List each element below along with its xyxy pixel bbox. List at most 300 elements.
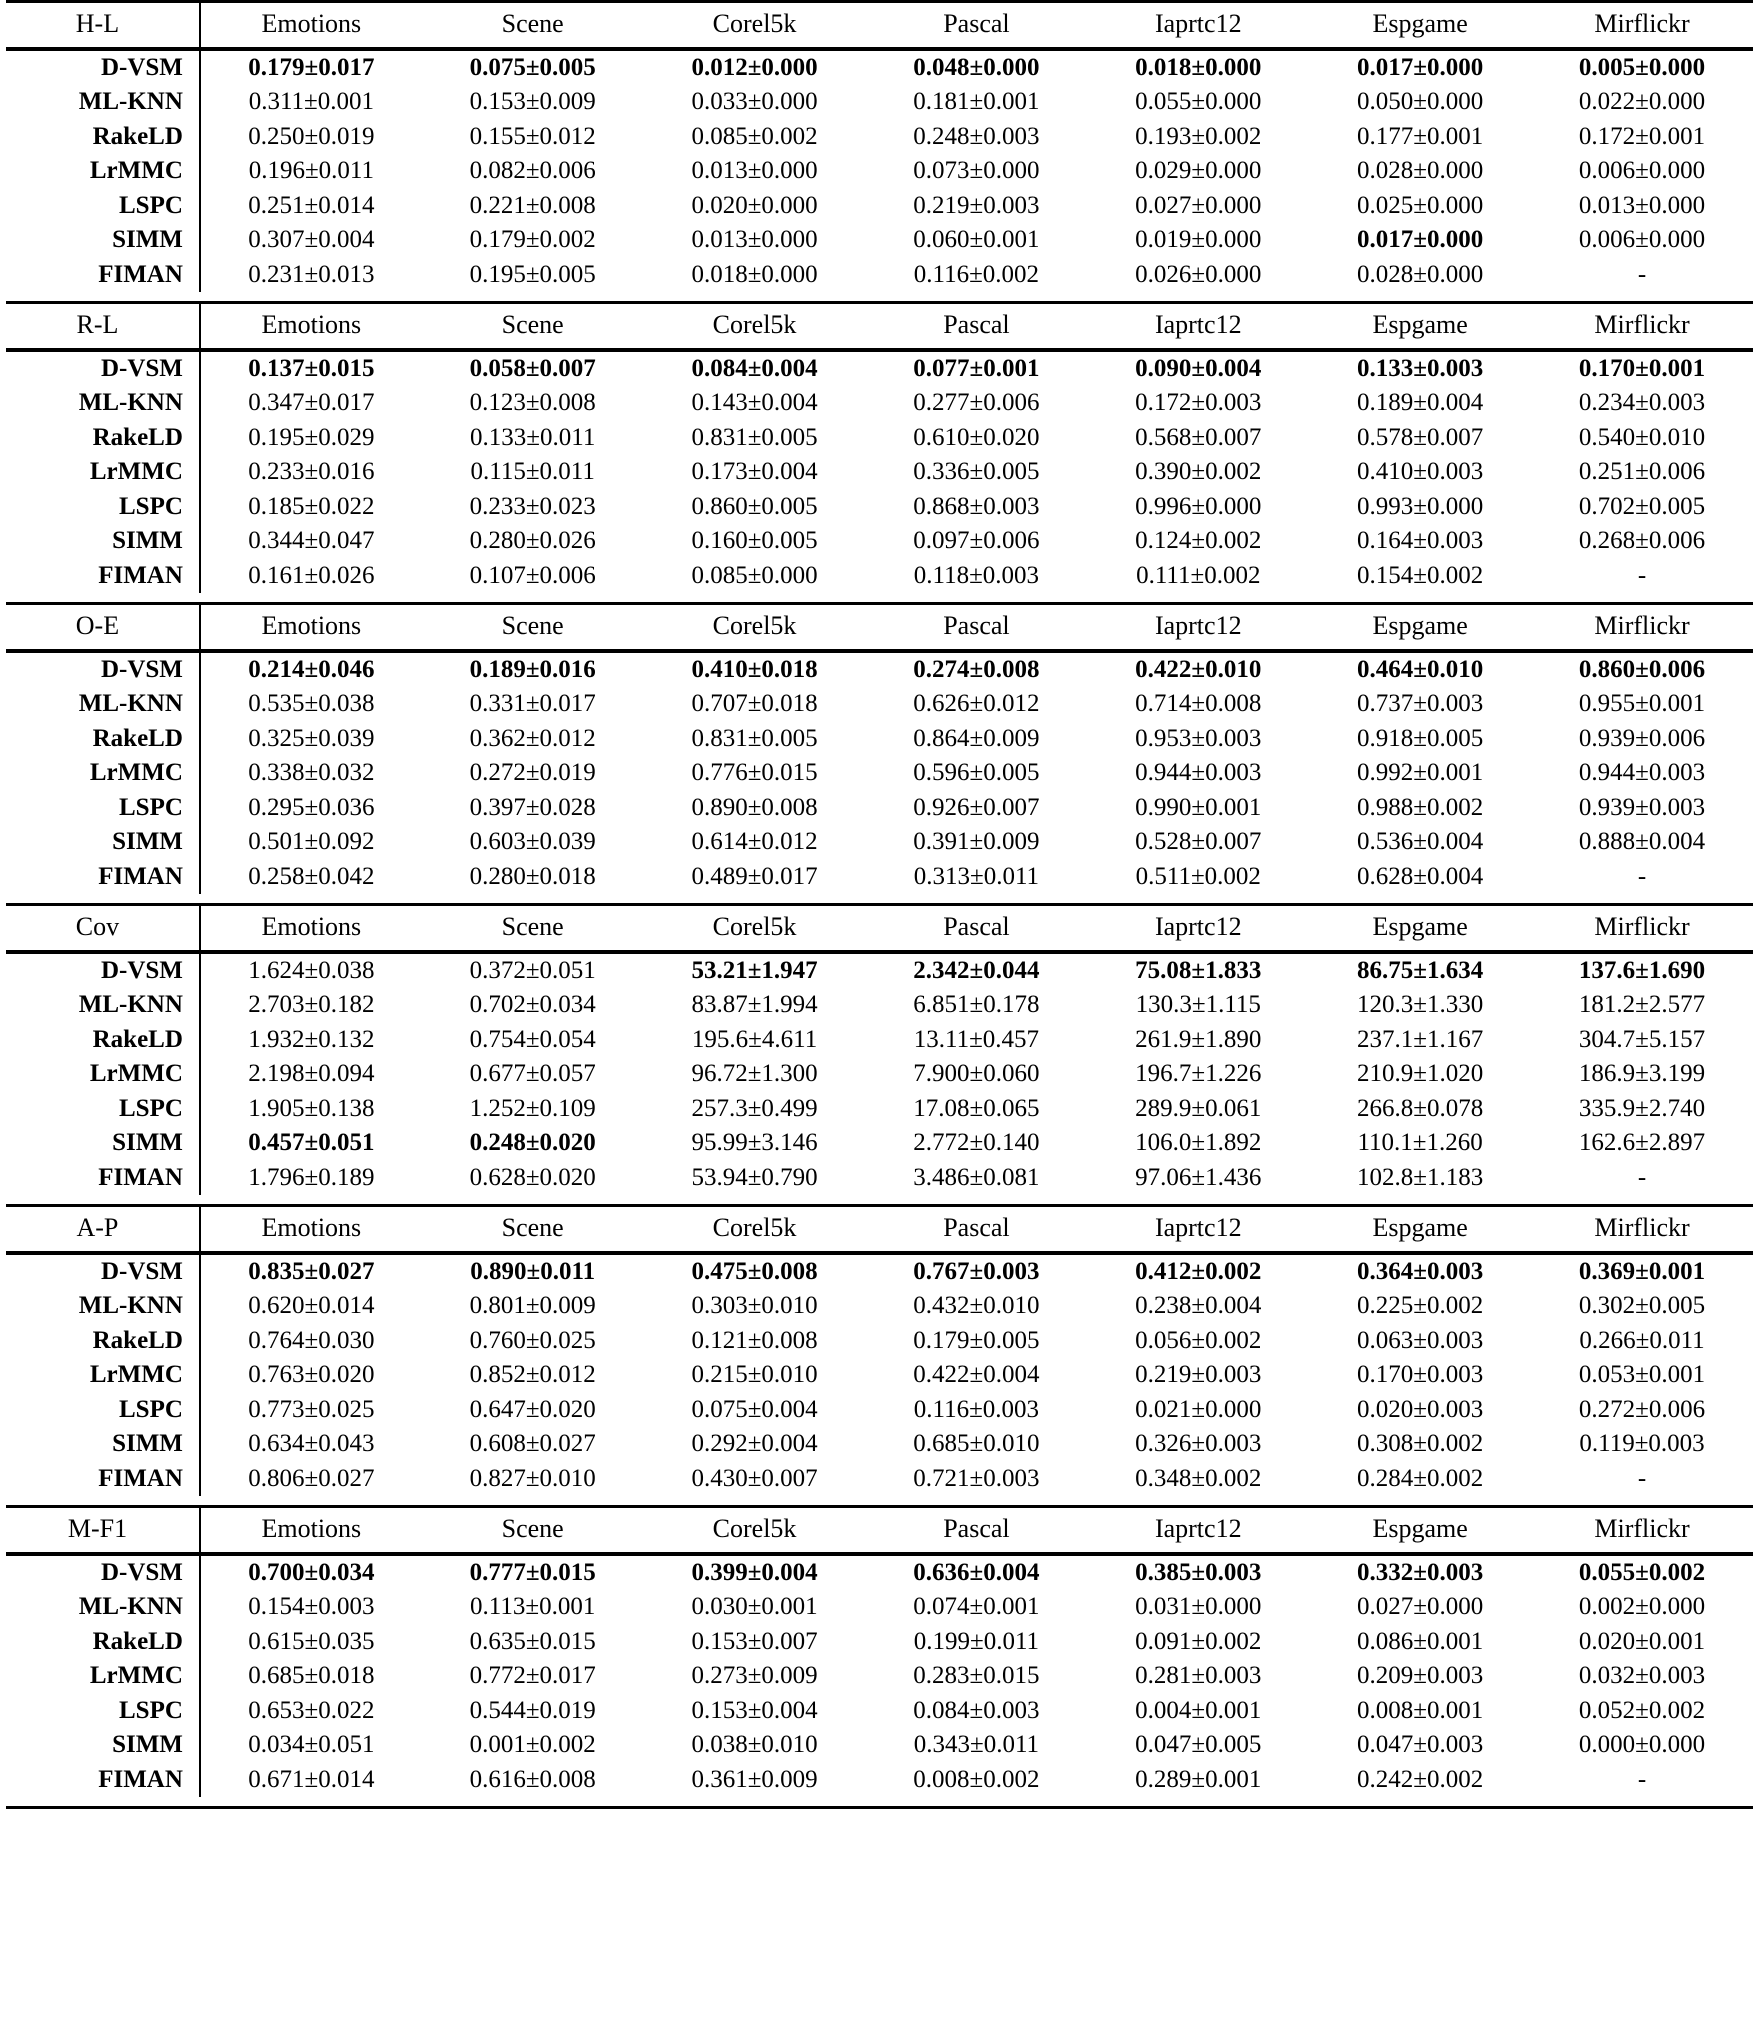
metric-header-m-f1: M-F1 bbox=[6, 1508, 200, 1553]
cell-value: 0.348±0.002 bbox=[1135, 1464, 1262, 1492]
method-label-lrmmc: LrMMC bbox=[6, 756, 200, 791]
cell-value: 0.021±0.000 bbox=[1135, 1395, 1262, 1423]
cell-value: 0.343±0.011 bbox=[913, 1731, 1040, 1758]
column-header-espgame: Espgame bbox=[1372, 1213, 1468, 1242]
method-label-simm: SIMM bbox=[6, 1427, 200, 1462]
method-label-lspc: LSPC bbox=[6, 189, 200, 224]
header-row-a-p bbox=[6, 1207, 1753, 1252]
cell-value: 0.028±0.000 bbox=[1357, 157, 1484, 184]
cell-value: 0.073±0.000 bbox=[913, 157, 1040, 184]
cell-value: 0.060±0.001 bbox=[913, 226, 1040, 253]
cell-value: 0.685±0.010 bbox=[913, 1430, 1040, 1457]
cell-value: 0.055±0.002 bbox=[1578, 1558, 1706, 1586]
cell-value: 0.996±0.000 bbox=[1135, 492, 1262, 520]
column-header-emotions: Emotions bbox=[261, 1213, 362, 1242]
cell-value: 0.763±0.020 bbox=[248, 1361, 375, 1388]
cell-value: 0.721±0.003 bbox=[913, 1464, 1040, 1492]
cell-value: 0.992±0.001 bbox=[1357, 759, 1484, 786]
cell-value: 261.9±1.890 bbox=[1135, 1025, 1262, 1053]
cell-value: 0.020±0.001 bbox=[1578, 1627, 1706, 1655]
block-spacer bbox=[6, 1797, 1753, 1808]
method-label-lspc: LSPC bbox=[6, 1694, 200, 1729]
cell-value: 0.535±0.038 bbox=[248, 690, 375, 717]
cell-value: 0.085±0.002 bbox=[691, 122, 818, 150]
cell-value: 0.801±0.009 bbox=[469, 1292, 596, 1319]
cell-value: 0.179±0.002 bbox=[469, 226, 596, 253]
cell-value: 97.06±1.436 bbox=[1135, 1163, 1262, 1191]
method-label-ml-knn: ML-KNN bbox=[6, 988, 200, 1023]
column-header-pascal: Pascal bbox=[943, 1213, 1010, 1242]
cell-missing: - bbox=[1637, 260, 1647, 288]
cell-value: 0.025±0.000 bbox=[1357, 191, 1484, 219]
column-header-iaprtc12: Iaprtc12 bbox=[1154, 611, 1242, 640]
cell-value: 0.006±0.000 bbox=[1578, 157, 1706, 184]
cell-value: 0.501±0.092 bbox=[248, 828, 375, 855]
method-label-lrmmc: LrMMC bbox=[6, 1659, 200, 1694]
cell-value: 0.084±0.004 bbox=[691, 354, 818, 382]
cell-value: 0.926±0.007 bbox=[913, 793, 1040, 821]
cell-value: 0.772±0.017 bbox=[469, 1662, 596, 1689]
table-row bbox=[6, 1728, 1753, 1763]
cell-value: 0.177±0.001 bbox=[1357, 122, 1484, 150]
column-header-mirflickr: Mirflickr bbox=[1594, 1514, 1690, 1543]
method-label-fiman: FIMAN bbox=[6, 1462, 200, 1497]
cell-value: 304.7±5.157 bbox=[1578, 1025, 1706, 1053]
cell-value: 0.029±0.000 bbox=[1135, 157, 1262, 184]
cell-missing: - bbox=[1637, 561, 1647, 589]
cell-value: 0.209±0.003 bbox=[1357, 1662, 1484, 1689]
table-row bbox=[6, 1763, 1753, 1798]
block-spacer bbox=[6, 593, 1753, 604]
cell-value: 181.2±2.577 bbox=[1578, 991, 1706, 1018]
method-label-rakeld: RakeLD bbox=[6, 1324, 200, 1359]
cell-value: 0.121±0.008 bbox=[691, 1326, 818, 1354]
cell-value: 0.153±0.004 bbox=[691, 1696, 818, 1724]
cell-value: 0.242±0.002 bbox=[1357, 1765, 1484, 1793]
cell-value: 0.091±0.002 bbox=[1135, 1627, 1262, 1655]
cell-value: 0.085±0.000 bbox=[691, 561, 818, 589]
cell-value: 0.266±0.011 bbox=[1579, 1326, 1705, 1354]
cell-value: 1.252±0.109 bbox=[469, 1094, 596, 1122]
method-label-lspc: LSPC bbox=[6, 1092, 200, 1127]
cell-value: 0.075±0.004 bbox=[691, 1395, 818, 1423]
cell-value: 0.614±0.012 bbox=[691, 828, 818, 855]
block-spacer bbox=[6, 292, 1753, 303]
cell-value: 0.302±0.005 bbox=[1578, 1292, 1706, 1319]
cell-value: 0.890±0.011 bbox=[470, 1257, 596, 1285]
cell-value: 17.08±0.065 bbox=[913, 1094, 1040, 1122]
cell-value: 0.173±0.004 bbox=[691, 458, 818, 485]
cell-value: 0.258±0.042 bbox=[248, 862, 375, 890]
method-label-d-vsm: D-VSM bbox=[6, 1254, 200, 1289]
column-header-corel5k: Corel5k bbox=[712, 310, 797, 339]
cell-value: 0.528±0.007 bbox=[1135, 828, 1262, 855]
metric-header-h-l: H-L bbox=[6, 3, 200, 48]
cell-value: 0.707±0.018 bbox=[691, 690, 818, 717]
cell-value: 0.143±0.004 bbox=[691, 389, 818, 416]
header-row-cov bbox=[6, 906, 1753, 951]
method-label-rakeld: RakeLD bbox=[6, 1023, 200, 1058]
method-label-simm: SIMM bbox=[6, 223, 200, 258]
cell-value: 0.153±0.007 bbox=[691, 1627, 818, 1655]
method-label-ml-knn: ML-KNN bbox=[6, 1289, 200, 1324]
column-header-mirflickr: Mirflickr bbox=[1594, 9, 1690, 38]
column-header-espgame: Espgame bbox=[1372, 310, 1468, 339]
method-label-fiman: FIMAN bbox=[6, 1763, 200, 1798]
cell-value: 0.170±0.003 bbox=[1357, 1361, 1484, 1388]
cell-value: 0.608±0.027 bbox=[469, 1430, 596, 1457]
cell-value: 0.635±0.015 bbox=[469, 1627, 596, 1655]
cell-value: 0.033±0.000 bbox=[691, 88, 818, 115]
cell-value: 196.7±1.226 bbox=[1135, 1060, 1262, 1087]
cell-value: 96.72±1.300 bbox=[691, 1060, 818, 1087]
cell-value: 0.032±0.003 bbox=[1578, 1662, 1706, 1689]
cell-value: 0.154±0.002 bbox=[1357, 561, 1484, 589]
column-header-mirflickr: Mirflickr bbox=[1594, 1213, 1690, 1242]
cell-value: 0.835±0.027 bbox=[248, 1257, 375, 1285]
table-row bbox=[6, 756, 1753, 791]
table-bottom-rule bbox=[6, 1808, 1753, 1810]
cell-value: 0.020±0.003 bbox=[1357, 1395, 1484, 1423]
table-row bbox=[6, 351, 1753, 386]
cell-value: 0.636±0.004 bbox=[913, 1558, 1040, 1586]
column-header-mirflickr: Mirflickr bbox=[1594, 611, 1690, 640]
cell-value: 0.055±0.000 bbox=[1135, 88, 1262, 115]
table-row bbox=[6, 1625, 1753, 1660]
table-row bbox=[6, 1161, 1753, 1196]
column-header-espgame: Espgame bbox=[1372, 912, 1468, 941]
column-header-corel5k: Corel5k bbox=[712, 1213, 797, 1242]
method-label-rakeld: RakeLD bbox=[6, 421, 200, 456]
cell-value: 0.372±0.051 bbox=[469, 956, 596, 984]
cell-value: 0.005±0.000 bbox=[1578, 53, 1706, 81]
cell-value: 0.864±0.009 bbox=[913, 724, 1040, 752]
cell-value: 0.391±0.009 bbox=[913, 828, 1040, 855]
cell-value: 0.422±0.010 bbox=[1135, 655, 1262, 683]
method-label-simm: SIMM bbox=[6, 1728, 200, 1763]
method-label-lrmmc: LrMMC bbox=[6, 154, 200, 189]
column-header-corel5k: Corel5k bbox=[712, 912, 797, 941]
cell-value: 0.410±0.003 bbox=[1357, 458, 1484, 485]
cell-value: 0.164±0.003 bbox=[1357, 527, 1484, 554]
cell-value: 0.038±0.010 bbox=[691, 1731, 818, 1758]
table-row bbox=[6, 258, 1753, 293]
cell-value: 0.615±0.035 bbox=[248, 1627, 375, 1655]
cell-value: 0.221±0.008 bbox=[469, 191, 596, 219]
cell-value: 86.75±1.634 bbox=[1357, 956, 1484, 984]
cell-value: 0.161±0.026 bbox=[248, 561, 375, 589]
column-header-scene: Scene bbox=[501, 1213, 564, 1242]
cell-value: 0.214±0.046 bbox=[248, 655, 375, 683]
cell-value: 0.311±0.001 bbox=[248, 88, 374, 115]
cell-value: 53.94±0.790 bbox=[691, 1163, 818, 1191]
block-spacer-row bbox=[6, 1496, 1753, 1507]
cell-value: 0.012±0.000 bbox=[691, 53, 818, 81]
cell-value: 0.090±0.004 bbox=[1135, 354, 1262, 382]
cell-value: 0.172±0.003 bbox=[1135, 389, 1262, 416]
table-row bbox=[6, 1555, 1753, 1590]
cell-value: 0.361±0.009 bbox=[691, 1765, 818, 1793]
table-row bbox=[6, 791, 1753, 826]
column-header-pascal: Pascal bbox=[943, 912, 1010, 941]
cell-value: 0.181±0.001 bbox=[913, 88, 1040, 115]
cell-value: 0.013±0.000 bbox=[691, 157, 818, 184]
cell-value: 0.026±0.000 bbox=[1135, 260, 1262, 288]
cell-value: 0.153±0.009 bbox=[469, 88, 596, 115]
column-header-pascal: Pascal bbox=[943, 611, 1010, 640]
cell-value: 0.295±0.036 bbox=[248, 793, 375, 821]
cell-value: 0.888±0.004 bbox=[1578, 828, 1706, 855]
cell-value: 102.8±1.183 bbox=[1357, 1163, 1484, 1191]
cell-value: 0.303±0.010 bbox=[691, 1292, 818, 1319]
cell-value: 0.511±0.002 bbox=[1135, 862, 1261, 890]
cell-value: 0.124±0.002 bbox=[1135, 527, 1262, 554]
cell-value: 0.939±0.006 bbox=[1578, 724, 1706, 752]
cell-value: 0.118±0.003 bbox=[913, 561, 1040, 589]
cell-value: 0.939±0.003 bbox=[1578, 793, 1706, 821]
method-label-d-vsm: D-VSM bbox=[6, 351, 200, 386]
cell-value: 0.215±0.010 bbox=[691, 1361, 818, 1388]
cell-value: 186.9±3.199 bbox=[1578, 1060, 1706, 1087]
method-label-lspc: LSPC bbox=[6, 490, 200, 525]
cell-value: 0.195±0.029 bbox=[248, 423, 375, 451]
cell-value: 0.280±0.018 bbox=[469, 862, 596, 890]
cell-value: 0.179±0.005 bbox=[913, 1326, 1040, 1354]
cell-missing: - bbox=[1637, 1765, 1647, 1793]
table-row bbox=[6, 189, 1753, 224]
table-row bbox=[6, 687, 1753, 722]
column-header-pascal: Pascal bbox=[943, 9, 1010, 38]
block-spacer-row bbox=[6, 593, 1753, 604]
table-row bbox=[6, 1092, 1753, 1127]
table-row bbox=[6, 722, 1753, 757]
cell-value: 0.540±0.010 bbox=[1578, 423, 1706, 451]
method-label-rakeld: RakeLD bbox=[6, 1625, 200, 1660]
block-spacer bbox=[6, 1496, 1753, 1507]
cell-value: 0.764±0.030 bbox=[248, 1326, 375, 1354]
cell-value: 0.111±0.002 bbox=[1136, 561, 1261, 589]
cell-value: 13.11±0.457 bbox=[913, 1025, 1040, 1053]
table-row bbox=[6, 1289, 1753, 1324]
column-header-espgame: Espgame bbox=[1372, 1514, 1468, 1543]
cell-value: 0.154±0.003 bbox=[248, 1593, 375, 1620]
method-label-ml-knn: ML-KNN bbox=[6, 386, 200, 421]
cell-value: 0.280±0.026 bbox=[469, 527, 596, 554]
table-row bbox=[6, 490, 1753, 525]
cell-value: 0.596±0.005 bbox=[913, 759, 1040, 786]
column-header-mirflickr: Mirflickr bbox=[1594, 912, 1690, 941]
cell-value: 0.019±0.000 bbox=[1135, 226, 1262, 253]
cell-value: 0.268±0.006 bbox=[1578, 527, 1706, 554]
cell-value: 0.283±0.015 bbox=[913, 1662, 1040, 1689]
cell-value: 0.610±0.020 bbox=[913, 423, 1040, 451]
cell-value: 0.362±0.012 bbox=[469, 724, 596, 752]
cell-missing: - bbox=[1637, 1464, 1647, 1492]
cell-value: 0.860±0.006 bbox=[1578, 655, 1706, 683]
cell-value: 0.028±0.000 bbox=[1357, 260, 1484, 288]
cell-value: 0.284±0.002 bbox=[1357, 1464, 1484, 1492]
table-row bbox=[6, 1694, 1753, 1729]
metric-header-a-p: A-P bbox=[6, 1207, 200, 1252]
results-table bbox=[6, 0, 1753, 1809]
cell-value: 257.3±0.499 bbox=[691, 1094, 818, 1122]
cell-value: 0.017±0.000 bbox=[1357, 53, 1484, 81]
cell-value: 0.273±0.009 bbox=[691, 1662, 818, 1689]
cell-value: 0.347±0.017 bbox=[248, 389, 375, 416]
cell-value: 0.193±0.002 bbox=[1135, 122, 1262, 150]
table-row bbox=[6, 50, 1753, 85]
metric-header-r-l: R-L bbox=[6, 304, 200, 349]
cell-value: 0.430±0.007 bbox=[691, 1464, 818, 1492]
method-label-d-vsm: D-VSM bbox=[6, 50, 200, 85]
cell-value: 0.075±0.005 bbox=[469, 53, 596, 81]
cell-value: 0.082±0.006 bbox=[469, 157, 596, 184]
column-header-iaprtc12: Iaprtc12 bbox=[1154, 310, 1242, 339]
results-table-body bbox=[6, 2, 1753, 1810]
table-row bbox=[6, 1659, 1753, 1694]
cell-value: 0.344±0.047 bbox=[248, 527, 375, 554]
cell-value: 0.331±0.017 bbox=[469, 690, 596, 717]
cell-value: 0.671±0.014 bbox=[248, 1765, 375, 1793]
cell-value: 0.097±0.006 bbox=[913, 527, 1040, 554]
column-header-mirflickr: Mirflickr bbox=[1594, 310, 1690, 339]
method-label-lspc: LSPC bbox=[6, 1393, 200, 1428]
cell-value: 0.603±0.039 bbox=[469, 828, 596, 855]
cell-value: 0.953±0.003 bbox=[1135, 724, 1262, 752]
cell-value: 95.99±3.146 bbox=[691, 1129, 818, 1156]
cell-value: 75.08±1.833 bbox=[1135, 956, 1262, 984]
cell-value: 0.018±0.000 bbox=[691, 260, 818, 288]
cell-value: 0.234±0.003 bbox=[1578, 389, 1706, 416]
cell-value: 0.326±0.003 bbox=[1135, 1430, 1262, 1457]
cell-value: 0.464±0.010 bbox=[1357, 655, 1484, 683]
table-row bbox=[6, 455, 1753, 490]
cell-value: 0.397±0.028 bbox=[469, 793, 596, 821]
method-label-simm: SIMM bbox=[6, 524, 200, 559]
cell-value: 0.248±0.020 bbox=[469, 1129, 596, 1156]
method-label-lrmmc: LrMMC bbox=[6, 1057, 200, 1092]
column-header-scene: Scene bbox=[501, 9, 564, 38]
cell-value: 0.231±0.013 bbox=[248, 260, 375, 288]
cell-value: 0.238±0.004 bbox=[1135, 1292, 1262, 1319]
cell-value: 0.251±0.006 bbox=[1578, 458, 1706, 485]
cell-value: 0.568±0.007 bbox=[1135, 423, 1262, 451]
cell-value: 0.196±0.011 bbox=[248, 157, 374, 184]
cell-value: 0.677±0.057 bbox=[469, 1060, 596, 1087]
cell-value: 0.195±0.005 bbox=[469, 260, 596, 288]
column-header-corel5k: Corel5k bbox=[712, 1514, 797, 1543]
column-header-scene: Scene bbox=[501, 611, 564, 640]
table-row bbox=[6, 1057, 1753, 1092]
cell-value: 0.806±0.027 bbox=[248, 1464, 375, 1492]
cell-value: 1.905±0.138 bbox=[248, 1094, 375, 1122]
cell-value: 0.199±0.011 bbox=[913, 1627, 1040, 1655]
column-header-emotions: Emotions bbox=[261, 310, 362, 339]
column-header-scene: Scene bbox=[501, 912, 564, 941]
metric-header-cov: Cov bbox=[6, 906, 200, 951]
cell-value: 0.063±0.003 bbox=[1357, 1326, 1484, 1354]
table-row bbox=[6, 1427, 1753, 1462]
table-row bbox=[6, 860, 1753, 895]
cell-value: 137.6±1.690 bbox=[1578, 956, 1706, 984]
cell-value: 0.058±0.007 bbox=[469, 354, 596, 382]
column-header-iaprtc12: Iaprtc12 bbox=[1154, 1514, 1242, 1543]
cell-value: 0.647±0.020 bbox=[469, 1395, 596, 1423]
table-row bbox=[6, 154, 1753, 189]
table-row bbox=[6, 386, 1753, 421]
cell-value: 0.653±0.022 bbox=[248, 1696, 375, 1724]
method-label-fiman: FIMAN bbox=[6, 258, 200, 293]
cell-value: 335.9±2.740 bbox=[1578, 1094, 1706, 1122]
cell-value: 0.776±0.015 bbox=[691, 759, 818, 786]
cell-value: 195.6±4.611 bbox=[691, 1025, 818, 1053]
cell-value: 0.084±0.003 bbox=[913, 1696, 1040, 1724]
cell-value: 0.048±0.000 bbox=[913, 53, 1040, 81]
table-row bbox=[6, 1590, 1753, 1625]
cell-value: 0.113±0.001 bbox=[470, 1593, 596, 1620]
cell-value: 0.432±0.010 bbox=[913, 1292, 1040, 1319]
cell-value: 1.624±0.038 bbox=[248, 956, 375, 984]
cell-value: 0.578±0.007 bbox=[1357, 423, 1484, 451]
cell-value: 0.767±0.003 bbox=[913, 1257, 1040, 1285]
cell-value: 0.852±0.012 bbox=[469, 1361, 596, 1388]
column-header-emotions: Emotions bbox=[261, 611, 362, 640]
column-header-pascal: Pascal bbox=[943, 310, 1010, 339]
cell-value: 0.918±0.005 bbox=[1357, 724, 1484, 752]
cell-value: 0.702±0.005 bbox=[1578, 492, 1706, 520]
cell-value: 0.325±0.039 bbox=[248, 724, 375, 752]
cell-value: 0.050±0.000 bbox=[1357, 88, 1484, 115]
method-label-d-vsm: D-VSM bbox=[6, 1555, 200, 1590]
method-label-rakeld: RakeLD bbox=[6, 722, 200, 757]
cell-value: 0.056±0.002 bbox=[1135, 1326, 1262, 1354]
method-label-lspc: LSPC bbox=[6, 791, 200, 826]
cell-value: 0.988±0.002 bbox=[1357, 793, 1484, 821]
cell-value: 0.002±0.000 bbox=[1578, 1593, 1706, 1620]
cell-value: 0.272±0.006 bbox=[1578, 1395, 1706, 1423]
block-spacer-row bbox=[6, 1195, 1753, 1206]
cell-value: 0.281±0.003 bbox=[1135, 1662, 1262, 1689]
cell-value: 0.107±0.006 bbox=[469, 561, 596, 589]
table-row bbox=[6, 1254, 1753, 1289]
cell-value: 0.616±0.008 bbox=[469, 1765, 596, 1793]
block-spacer bbox=[6, 894, 1753, 905]
cell-value: 0.272±0.019 bbox=[469, 759, 596, 786]
cell-value: 0.336±0.005 bbox=[913, 458, 1040, 485]
cell-value: 0.410±0.018 bbox=[691, 655, 818, 683]
cell-value: 0.289±0.001 bbox=[1135, 1765, 1262, 1793]
cell-value: 0.251±0.014 bbox=[248, 191, 375, 219]
column-header-emotions: Emotions bbox=[261, 1514, 362, 1543]
method-label-d-vsm: D-VSM bbox=[6, 652, 200, 687]
cell-value: 0.700±0.034 bbox=[248, 1558, 375, 1586]
cell-value: 0.233±0.023 bbox=[469, 492, 596, 520]
cell-value: 0.013±0.000 bbox=[1578, 191, 1706, 219]
cell-value: 0.475±0.008 bbox=[691, 1257, 818, 1285]
cell-value: 0.077±0.001 bbox=[913, 354, 1040, 382]
cell-value: 0.074±0.001 bbox=[913, 1593, 1040, 1620]
method-label-simm: SIMM bbox=[6, 1126, 200, 1161]
cell-value: 0.955±0.001 bbox=[1578, 690, 1706, 717]
cell-value: 1.796±0.189 bbox=[248, 1163, 375, 1191]
cell-value: 0.369±0.001 bbox=[1578, 1257, 1706, 1285]
cell-value: 0.737±0.003 bbox=[1357, 690, 1484, 717]
cell-value: 0.620±0.014 bbox=[248, 1292, 375, 1319]
cell-value: 0.860±0.005 bbox=[691, 492, 818, 520]
column-header-corel5k: Corel5k bbox=[712, 611, 797, 640]
table-row bbox=[6, 85, 1753, 120]
cell-value: 2.198±0.094 bbox=[248, 1060, 375, 1087]
